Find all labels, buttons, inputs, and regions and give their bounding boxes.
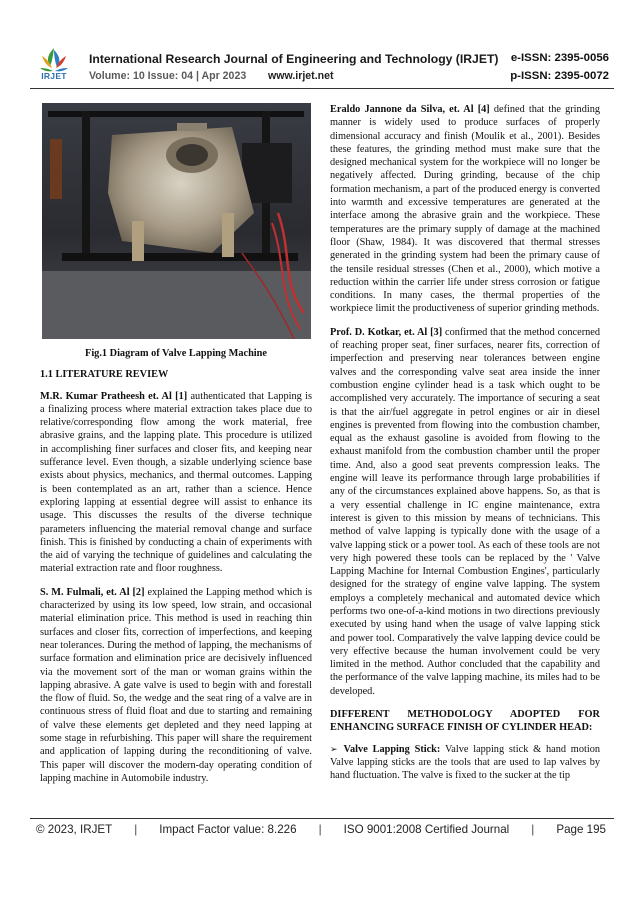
header-rule <box>30 88 614 89</box>
footer-separator: | <box>134 823 138 836</box>
copyright: © 2023, IRJET <box>36 823 113 836</box>
arrow-bullet-icon: ➢ <box>330 743 338 754</box>
e-issn: e-ISSN: 2395-0056 <box>510 52 609 64</box>
irjet-logo <box>36 44 72 84</box>
bullet-valve-lapping-stick <box>330 743 600 783</box>
page-footer <box>36 823 606 836</box>
bullet-text: Valve lapping stick & hand motion Valve lapping sticks are the tools that are used to lap valves by hand fluctuation. The valve is fixed to the sucker at the tip <box>330 743 600 782</box>
methodology-heading: DIFFERENT METHODOLOGY ADOPTED FOR ENHANCING SURFACE FINISH OF CYLINDER HEAD: <box>330 709 600 734</box>
author-ref: Prof. D. Kotkar, et. Al [3] <box>330 326 443 338</box>
section-heading: 1.1 LITERATURE REVIEW <box>40 369 169 381</box>
paragraph-silva <box>330 103 600 316</box>
footer-separator: | <box>318 823 322 836</box>
paragraph-text: defined that the grinding manner is widely used to produce surfaces of properly dimensional accuracy and finish (Moulik et al., 2001). Besides these features, the grinding method must make sure that the designed mechanical system for the workpiece will no longer be negatively affected. During grinding, because of the chip formation mechanism, a part of the produced energy is converted into warmth and excessive temperatures are generated at the interface among the abrasive grain and the workpiece. These temperatures are the primary supply of damage at the machined floor (Shaw, 1984). It was discovered that thermal stresses generated in the grinding system had been the primary cause of the tensile residual stresses (Chen et al., 2000), which motive a reduction within the carrier life under stress corrosion or fatigue conditions. In many cases, the thermal properties of the workpiece limit the productiveness of superior grinding methods. <box>330 104 600 315</box>
page-header <box>0 0 638 86</box>
iso-certification: ISO 9001:2008 Certified Journal <box>343 823 510 836</box>
journal-website[interactable]: www.irjet.net <box>268 70 334 82</box>
p-issn: p-ISSN: 2395-0072 <box>510 70 609 82</box>
paragraph-fulmali <box>40 586 312 785</box>
volume-issue: Volume: 10 Issue: 04 | Apr 2023 <box>89 70 247 82</box>
author-ref: M.R. Kumar Pratheesh et. Al [1] <box>40 390 188 402</box>
paragraph-text: authenticated that Lapping is a finalizing process where material extraction takes place due to relative/corresponding flow among the work material, free abrasive grains, and the lapping plate. This procedure is utilized in accomplishing finer surfaces and closer fits, and keeping near sufferance level. Even though, a sizable underlying science base exists about physics, mechanics, and thermal outcomes. Lapping is been contemplated as an art, rather than a science. Hence exploring lapping at essential degree will assist to enhance its usage. This discusses the results of the diverse technique parameters influencing the material removal change and surface finish. This is finished by conducting a chain of experiments with the aid of varying the technique of guidelines and calculating the material extraction rate and floor roughness. <box>40 390 312 575</box>
right-column <box>330 103 600 793</box>
logo-text: IRJET <box>41 71 67 81</box>
valve-lapping-machine-photo <box>42 103 311 339</box>
figure-caption: Fig.1 Diagram of Valve Lapping Machine <box>85 348 267 359</box>
paragraph-kotkar <box>330 326 600 698</box>
footer-rule <box>30 818 614 819</box>
impact-factor: Impact Factor value: 8.226 <box>159 823 297 836</box>
paragraph-pratheesh <box>40 390 312 576</box>
footer-separator: | <box>531 823 535 836</box>
paragraph-text: explained the Lapping method which is characterized by using its low speed, low strain, and occasional material elimination price. This method is used in reaching thin surfaces and closer fits, correction of imperfections, and keeping near tolerances. During the method of lapping, the mechanisms of surface formation and elimination price are decisively influenced via the movement sort of the man or woman grains within the lapping abrasive. A gate valve is used to begin with and forestall the flow of fluid. So, the wedge and the seat ring of a valve are in continuous stress of fluid float and due to starting and remaining of valve these elements get depleted and they need lapping at some stage in refurbishing. This paper will share the requirement and application of lapping during the reconditioning of valve. This paper will discover the modern-day operating condition of lapping machine in Automobile industry. <box>40 586 312 784</box>
author-ref: Eraldo Jannone da Silva, et. Al [4] <box>330 104 490 115</box>
author-ref: S. M. Fulmali, et. Al [2] <box>40 586 145 598</box>
journal-title: International Research Journal of Engineering and Technology (IRJET) <box>89 52 499 66</box>
left-column <box>40 103 312 795</box>
page-number: Page 195 <box>556 823 606 836</box>
bullet-label: Valve Lapping Stick: <box>343 743 441 755</box>
paragraph-text: confirmed that the method concerned of reaching proper seat, finer surfaces, nearer fits, correction of imperfection and preserving near tolerances between engine valves and the corresponding valve seat area inside the inner combustion engine cylinder head is a task which ought to be accomplished very accurately. The importance of securing a seat is that the air/fuel aggregate in petrol engines or air in diesel engines is prevented from flowing into the combustion chamber, equal as the exhaust gasoline is avoided from flowing to the exhaust manifold from the combustion chamber until the proper time. And, also a good seat prevents compression leaks. The engine will leave its performance through large probabilities if any of the circumstances explained above happens. So, as that is a very essential challenge in IC engine maintenance, extra interest is given to this mission by means of technicians. This method of valve lapping is typically done with the usage of a valve lapping stick or a power tool. As each of these tools are not very high powered these tools can be replaced by the ' Valve Lapping Machine for Internal Combustion Engines', particularly designed for the strategy of engine valve lapping. The system employs a completely mechanical and automated device which performs two one-of-a-kind motions in two directions previously executed by using hand when the usage of valve lapping stick and power tool. Comparatively the valve lapping device could be very effective because the human involvement could be very limited in the method. Author concluded that the capability and the performance of the valve lapping machine, its miles had to be developed. <box>330 326 600 697</box>
